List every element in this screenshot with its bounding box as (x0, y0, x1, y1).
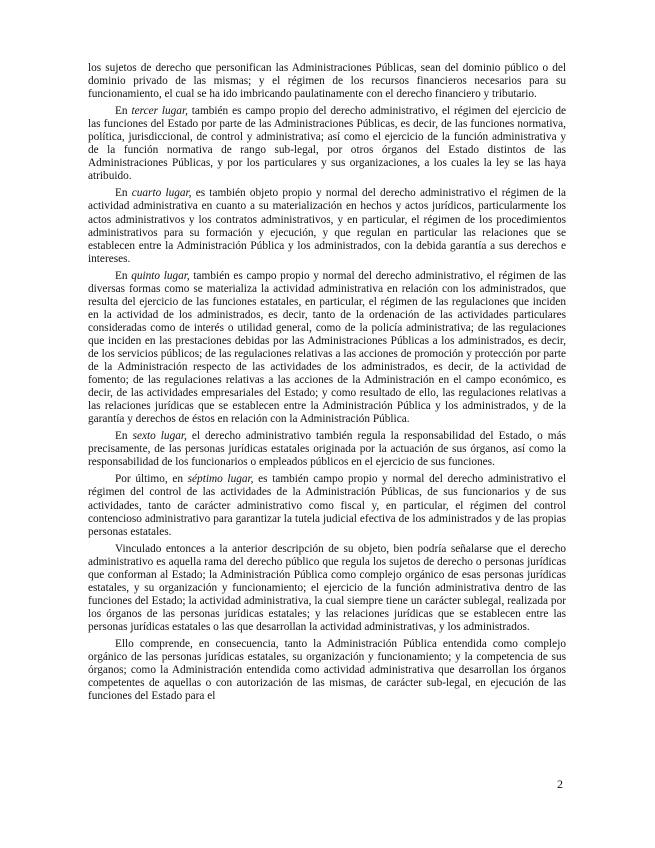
emphasis-cuarto-lugar: cuarto lugar, (131, 187, 192, 200)
emphasis-tercer-lugar: tercer lugar, (131, 105, 188, 118)
paragraph-continuation: los sujetos de derecho que personifican las Administraciones Públicas, sean del dominio público o del dominio privado de las mismas; y el régimen de los recursos financieros necesarios para su funcionamiento, el cual se ha ido imbricando paulatinamente con el derecho financiero y tributario. (88, 62, 566, 101)
paragraph-comprende: Ello comprende, en consecuencia, tanto la Administración Pública entendida como complejo orgánico de las personas jurídicas estatales, su organización y funcionamiento; y la competencia de sus órganos; como la Administración entendida como actividad administrativa que desarrollan los órganos competentes de aquellas o con autorización de las mismas, de carácter sub-legal, en ejecución de las funciones del Estado para el (88, 637, 566, 703)
document-body (88, 62, 566, 707)
paragraph-quinto-lugar: En quinto lugar, también es campo propio y normal del derecho administrativo, el régimen de las diversas formas como se materializa la actividad administrativa en relación con los administrados, que resulta del ejercicio de las funciones estatales, en particular, el régimen de las regulaciones que inciden en la actividad de los administrados, es decir, tanto de la ordenación de las actividades particulares consideradas como de interés o utilidad general, como de la policía administrativa; de las regulaciones que inciden en las prestaciones debidas por las Administraciones Públicas a los administrados, es decir, de los servicios públicos; de las regulaciones relativas a las acciones de promoción y protección por parte de la Administración respecto de las actividades de los administrados, es decir, de la actividad de fomento; de las regulaciones relativas a las acciones de la Administración en el campo económico, es decir, de las actividades empresariales del Estado; y como resultado de ello, las regulaciones relativas a las relaciones jurídicas que se establecen entre la Administración Pública y los administrados, y de la garantía y derechos de éstos en relación con la Administración Pública. (88, 269, 567, 426)
page-number: 2 (557, 777, 563, 791)
emphasis-quinto-lugar: quinto lugar, (131, 269, 190, 282)
paragraph-tercer-lugar: En tercer lugar, también es campo propio del derecho administrativo, el régimen del ejercicio de las funciones del Estado por parte de las Administraciones Públicas, es decir, de las funciones normativa, política, jurisdiccional, de control y administrativa; así como el ejercicio de la función administrativa y de la función normativa de rango sub-legal, por otros órganos del Estado distintos de las Administraciones Públicas, y por los particulares y sus organizaciones, a los cuales la ley se las haya atribuido. (88, 105, 566, 183)
paragraph-cuarto-lugar: En cuarto lugar, es también objeto propio y normal del derecho administrativo el régimen de la actividad administrativa en cuanto a su materialización en hechos y actos jurídicos, particularmente los actos administrativos y los contratos administrativos, y en particular, el régimen de los procedimientos administrativos para su formación y ejecución, y que regulan en particular las relaciones que se establecen entre la Administración Pública y los administrados, con la debida garantía a sus derechos e intereses. (88, 187, 567, 265)
paragraph-sexto-lugar: En sexto lugar, el derecho administrativo también regula la responsabilidad del Estado, o más precisamente, de las personas jurídicas estatales originada por la actuación de sus órganos, así como la responsabilidad de los funcionarios o empleados públicos en el ejercicio de sus funciones. (88, 430, 566, 469)
emphasis-sexto-lugar: sexto lugar, (132, 430, 187, 443)
emphasis-septimo-lugar: séptimo lugar, (187, 473, 254, 486)
paragraph-septimo-lugar: Por último, en séptimo lugar, es también campo propio y normal del derecho administrativo el régimen del control de las actividades de la Administración Públicas, de sus funcionarios y de sus actividades, tanto de carácter administrativo como fiscal y, en particular, el régimen del control contencioso administrativo para garantizar la tutela judicial efectiva de los administrados y de las propias personas estatales. (88, 473, 567, 538)
paragraph-definicion: Vinculado entonces a la anterior descripción de su objeto, bien podría señalarse que el derecho administrativo es aquella rama del derecho público que regula los sujetos de derecho o personas jurídicas que conforman al Estado; la Administración Pública como complejo orgánico de esas personas jurídicas estatales, y su organización y funcionamiento; el ejercicio de la función administrativa dentro de las funciones del Estado; la actividad administrativa, la cual siempre tiene un carácter sublegal, realizada por los órganos de las personas jurídicas estatales; y las relaciones jurídicas que se establecen entre las personas jurídicas estatales o las que desarrollan la actividad administrativas, y los administrados. (88, 542, 566, 633)
